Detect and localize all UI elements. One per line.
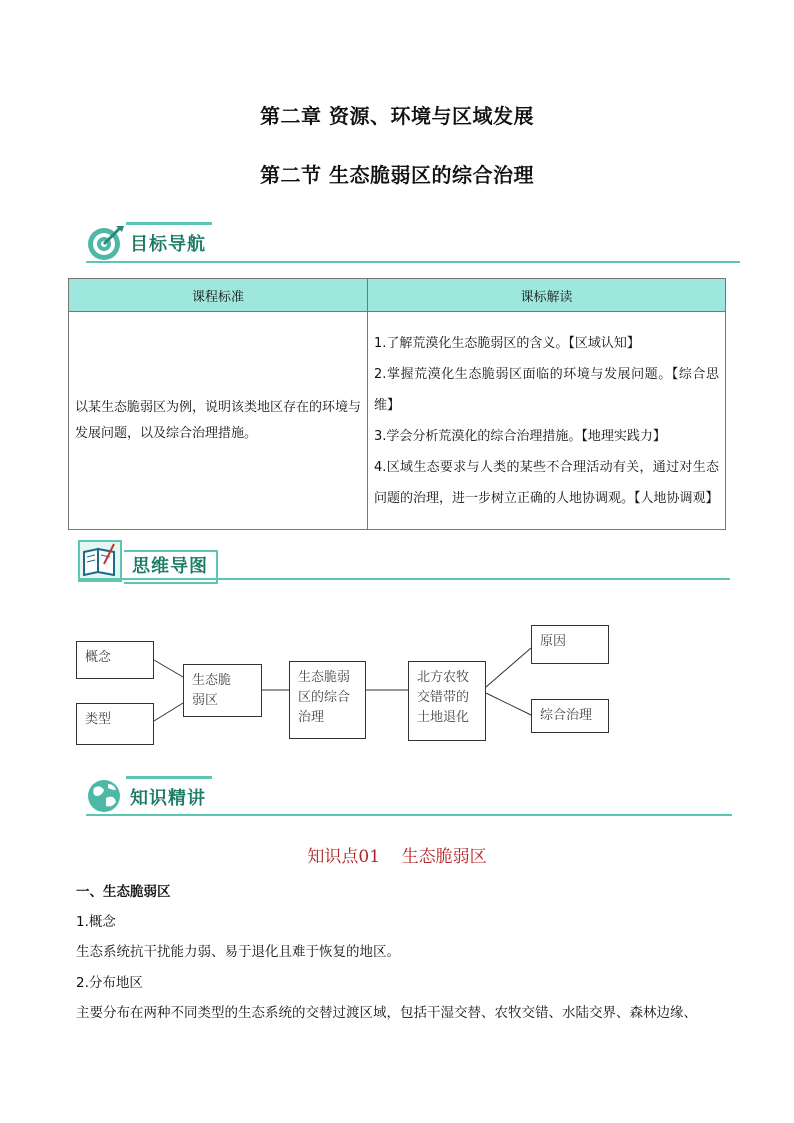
section-label-goals: 目标导航: [130, 234, 206, 255]
table-header-interpretation: 课标解读: [368, 279, 726, 312]
section-label-mindmap: 思维导图: [132, 556, 208, 577]
interpretation-cell: [368, 312, 726, 530]
mindmap-node-concept: 概念: [76, 641, 154, 679]
interpretation-item: 3.学会分析荒漠化的综合治理措施。【地理实践力】: [374, 428, 666, 444]
standard-text: 以某生态脆弱区为例，说明该类地区存在的环境与发展问题，以及综合治理措施。: [69, 312, 368, 530]
content-paragraph: 主要分布在两种不同类型的生态系统的交替过渡区域，包括干湿交替、农牧交错、水陆交界、森林边缘、: [76, 1005, 697, 1021]
mindmap-node-comprehensive: 综合治理: [531, 699, 609, 733]
interpretation-item: 4.区域生态要求与人类的某些不合理活动有关，通过对生态问题的治理，进一步树立正确的人地协调观。【人地协调观】: [374, 459, 719, 506]
target-icon: [86, 222, 126, 262]
mindmap-node-cause: 原因: [531, 625, 609, 664]
section-label-knowledge: 知识精讲: [130, 788, 206, 809]
interpretation-item: 2.掌握荒漠化生态脆弱区面临的环境与发展问题。【综合思维】: [374, 366, 719, 413]
mindmap-node-governance: 生态脆弱区的综合治理: [289, 661, 366, 739]
content-heading: 一、生态脆弱区: [76, 884, 171, 900]
knowledge-point-title: 知识点01 生态脆弱区: [307, 847, 487, 867]
goals-table: [68, 278, 726, 530]
content-paragraph: 生态系统抗干扰能力弱、易于退化且难于恢复的地区。: [76, 944, 400, 960]
globe-icon: [86, 776, 126, 816]
content-subheading: 1.概念: [76, 914, 116, 930]
section-title: 第二节 生态脆弱区的综合治理: [260, 163, 534, 187]
interpretation-item: 1.了解荒漠化生态脆弱区的含义。【区域认知】: [374, 335, 640, 351]
mindmap-node-type: 类型: [76, 703, 154, 745]
table-header-standard: 课程标准: [69, 279, 368, 312]
content-subheading: 2.分布地区: [76, 975, 143, 991]
mindmap-node-north-zone: 北方农牧交错带的土地退化: [408, 661, 486, 741]
mindmap-node-fragile-zone: 生态脆弱区: [183, 664, 262, 717]
section-header-mindmap: [78, 540, 730, 582]
section-header-knowledge: [86, 776, 732, 818]
book-icon: [78, 540, 122, 582]
chapter-title: 第二章 资源、环境与区域发展: [260, 104, 534, 128]
section-header-goals: [86, 222, 740, 264]
